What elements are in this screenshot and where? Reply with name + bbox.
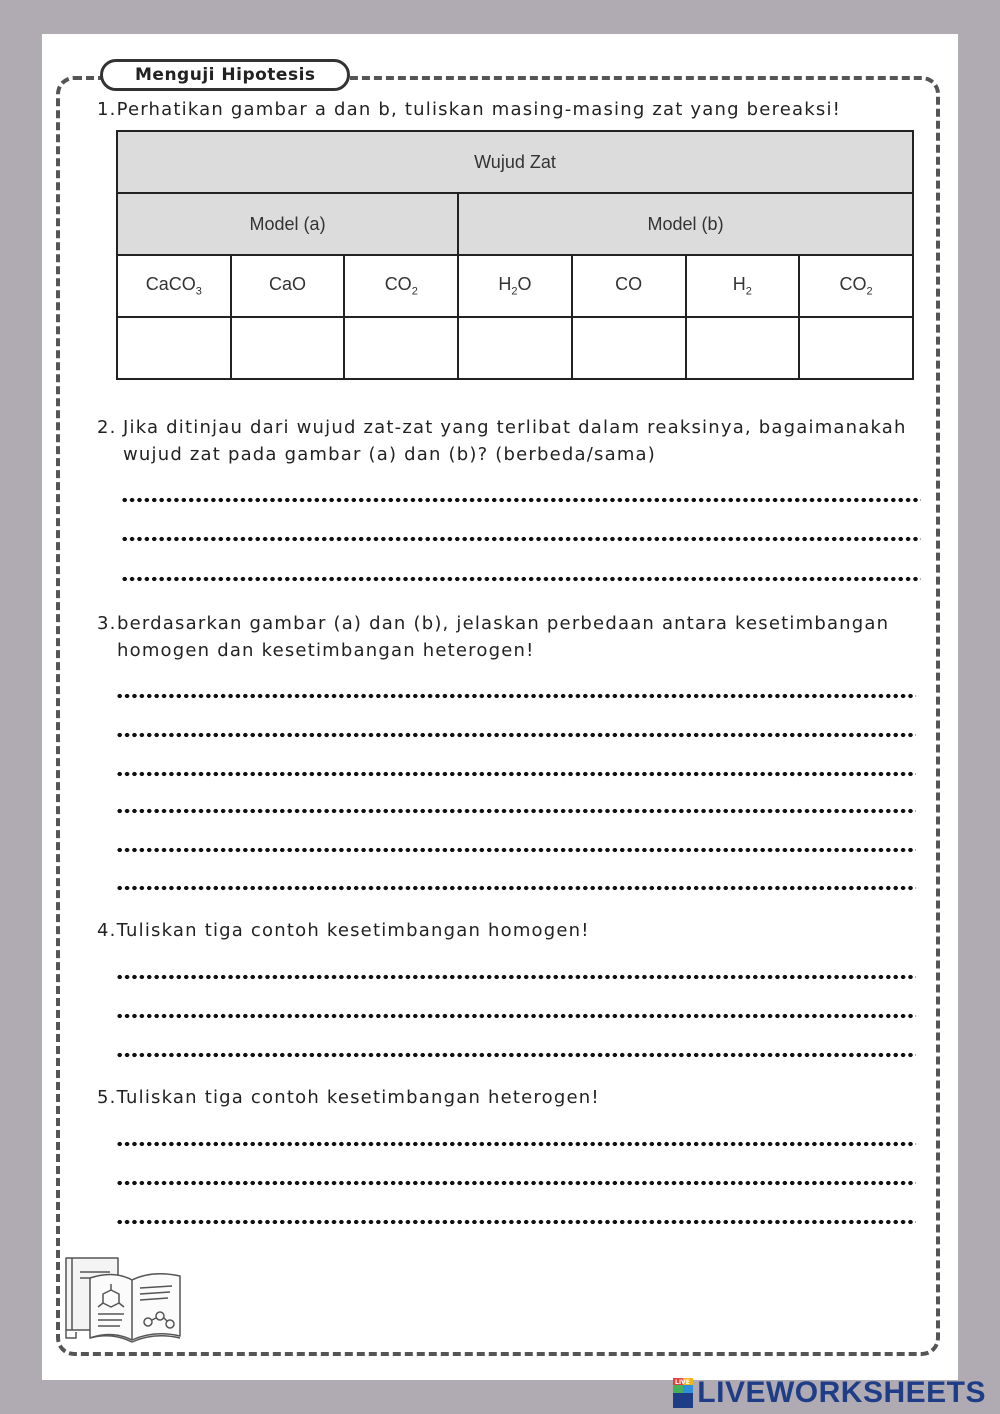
section-title: Menguji Hipotesis [100,59,350,91]
question-3-number: 3. [97,613,117,634]
question-1-number: 1. [97,99,117,120]
answer-line[interactable] [116,771,916,777]
answer-line[interactable] [116,693,916,699]
question-3 [97,610,914,638]
question-4-text: Tuliskan tiga contoh kesetimbangan homogen! [116,920,590,941]
question-1 [97,96,841,124]
question-2 [97,414,919,442]
substance-table [116,130,914,380]
question-4-number: 4. [97,920,117,941]
answer-line[interactable] [121,497,921,503]
substance-cell: CaO [231,255,345,317]
answer-line[interactable] [121,576,921,582]
answer-line[interactable] [121,536,921,542]
substance-cell: $CO_2$ [799,255,913,317]
answer-line[interactable] [116,847,916,853]
question-4 [97,917,590,945]
answer-line[interactable] [116,885,916,891]
answer-line[interactable] [116,808,916,814]
substance-cell: $CO_2$ [344,255,458,317]
question-1-text: Perhatikan gambar a dan b, tuliskan masing-masing zat yang bereaksi! [116,99,842,120]
answer-line[interactable] [116,1180,916,1186]
answer-line[interactable] [116,974,916,980]
table-header-wujud-zat: Wujud Zat [117,131,913,193]
question-3-line-2: homogen dan kesetimbangan heterogen! [117,640,535,661]
question-2-line-1: Jika ditinjau dari wujud zat-zat yang terlibat dalam reaksinya, bagaimanakah [123,417,907,438]
question-5-text: Tuliskan tiga contoh kesetimbangan heterogen! [116,1087,600,1108]
substance-cell: $H_2$ [686,255,800,317]
table-group-model-b: Model (b) [458,193,913,255]
substance-cell: CO [572,255,686,317]
table-group-model-a: Model (a) [117,193,458,255]
answer-cell[interactable] [572,317,686,379]
answer-line[interactable] [116,1013,916,1019]
question-5-number: 5. [97,1087,117,1108]
live-badge-icon [673,1378,693,1408]
answer-line[interactable] [116,1052,916,1058]
logo-text: LIVEWORKSHEETS [697,1376,986,1409]
answer-cell[interactable] [231,317,345,379]
substance-cell: CaCO$_3$ [117,255,231,317]
answer-line[interactable] [116,1141,916,1147]
answer-line[interactable] [116,732,916,738]
liveworksheets-logo [673,1375,986,1411]
answer-line[interactable] [116,1219,916,1225]
answer-cell[interactable] [686,317,800,379]
question-3-line-1: berdasarkan gambar (a) dan (b), jelaskan perbedaan antara kesetimbangan [117,613,890,634]
question-2-number: 2. [97,417,117,438]
answer-cell[interactable] [799,317,913,379]
chemistry-book-icon [62,1252,186,1348]
answer-cell[interactable] [344,317,458,379]
answer-cell[interactable] [117,317,231,379]
question-5 [97,1084,600,1112]
substance-cell: $H_2O$ [458,255,572,317]
answer-cell[interactable] [458,317,572,379]
question-2-line-2: wujud zat pada gambar (a) dan (b)? (berbeda/sama) [123,444,657,465]
badge-letter: LIVE [675,1379,691,1386]
